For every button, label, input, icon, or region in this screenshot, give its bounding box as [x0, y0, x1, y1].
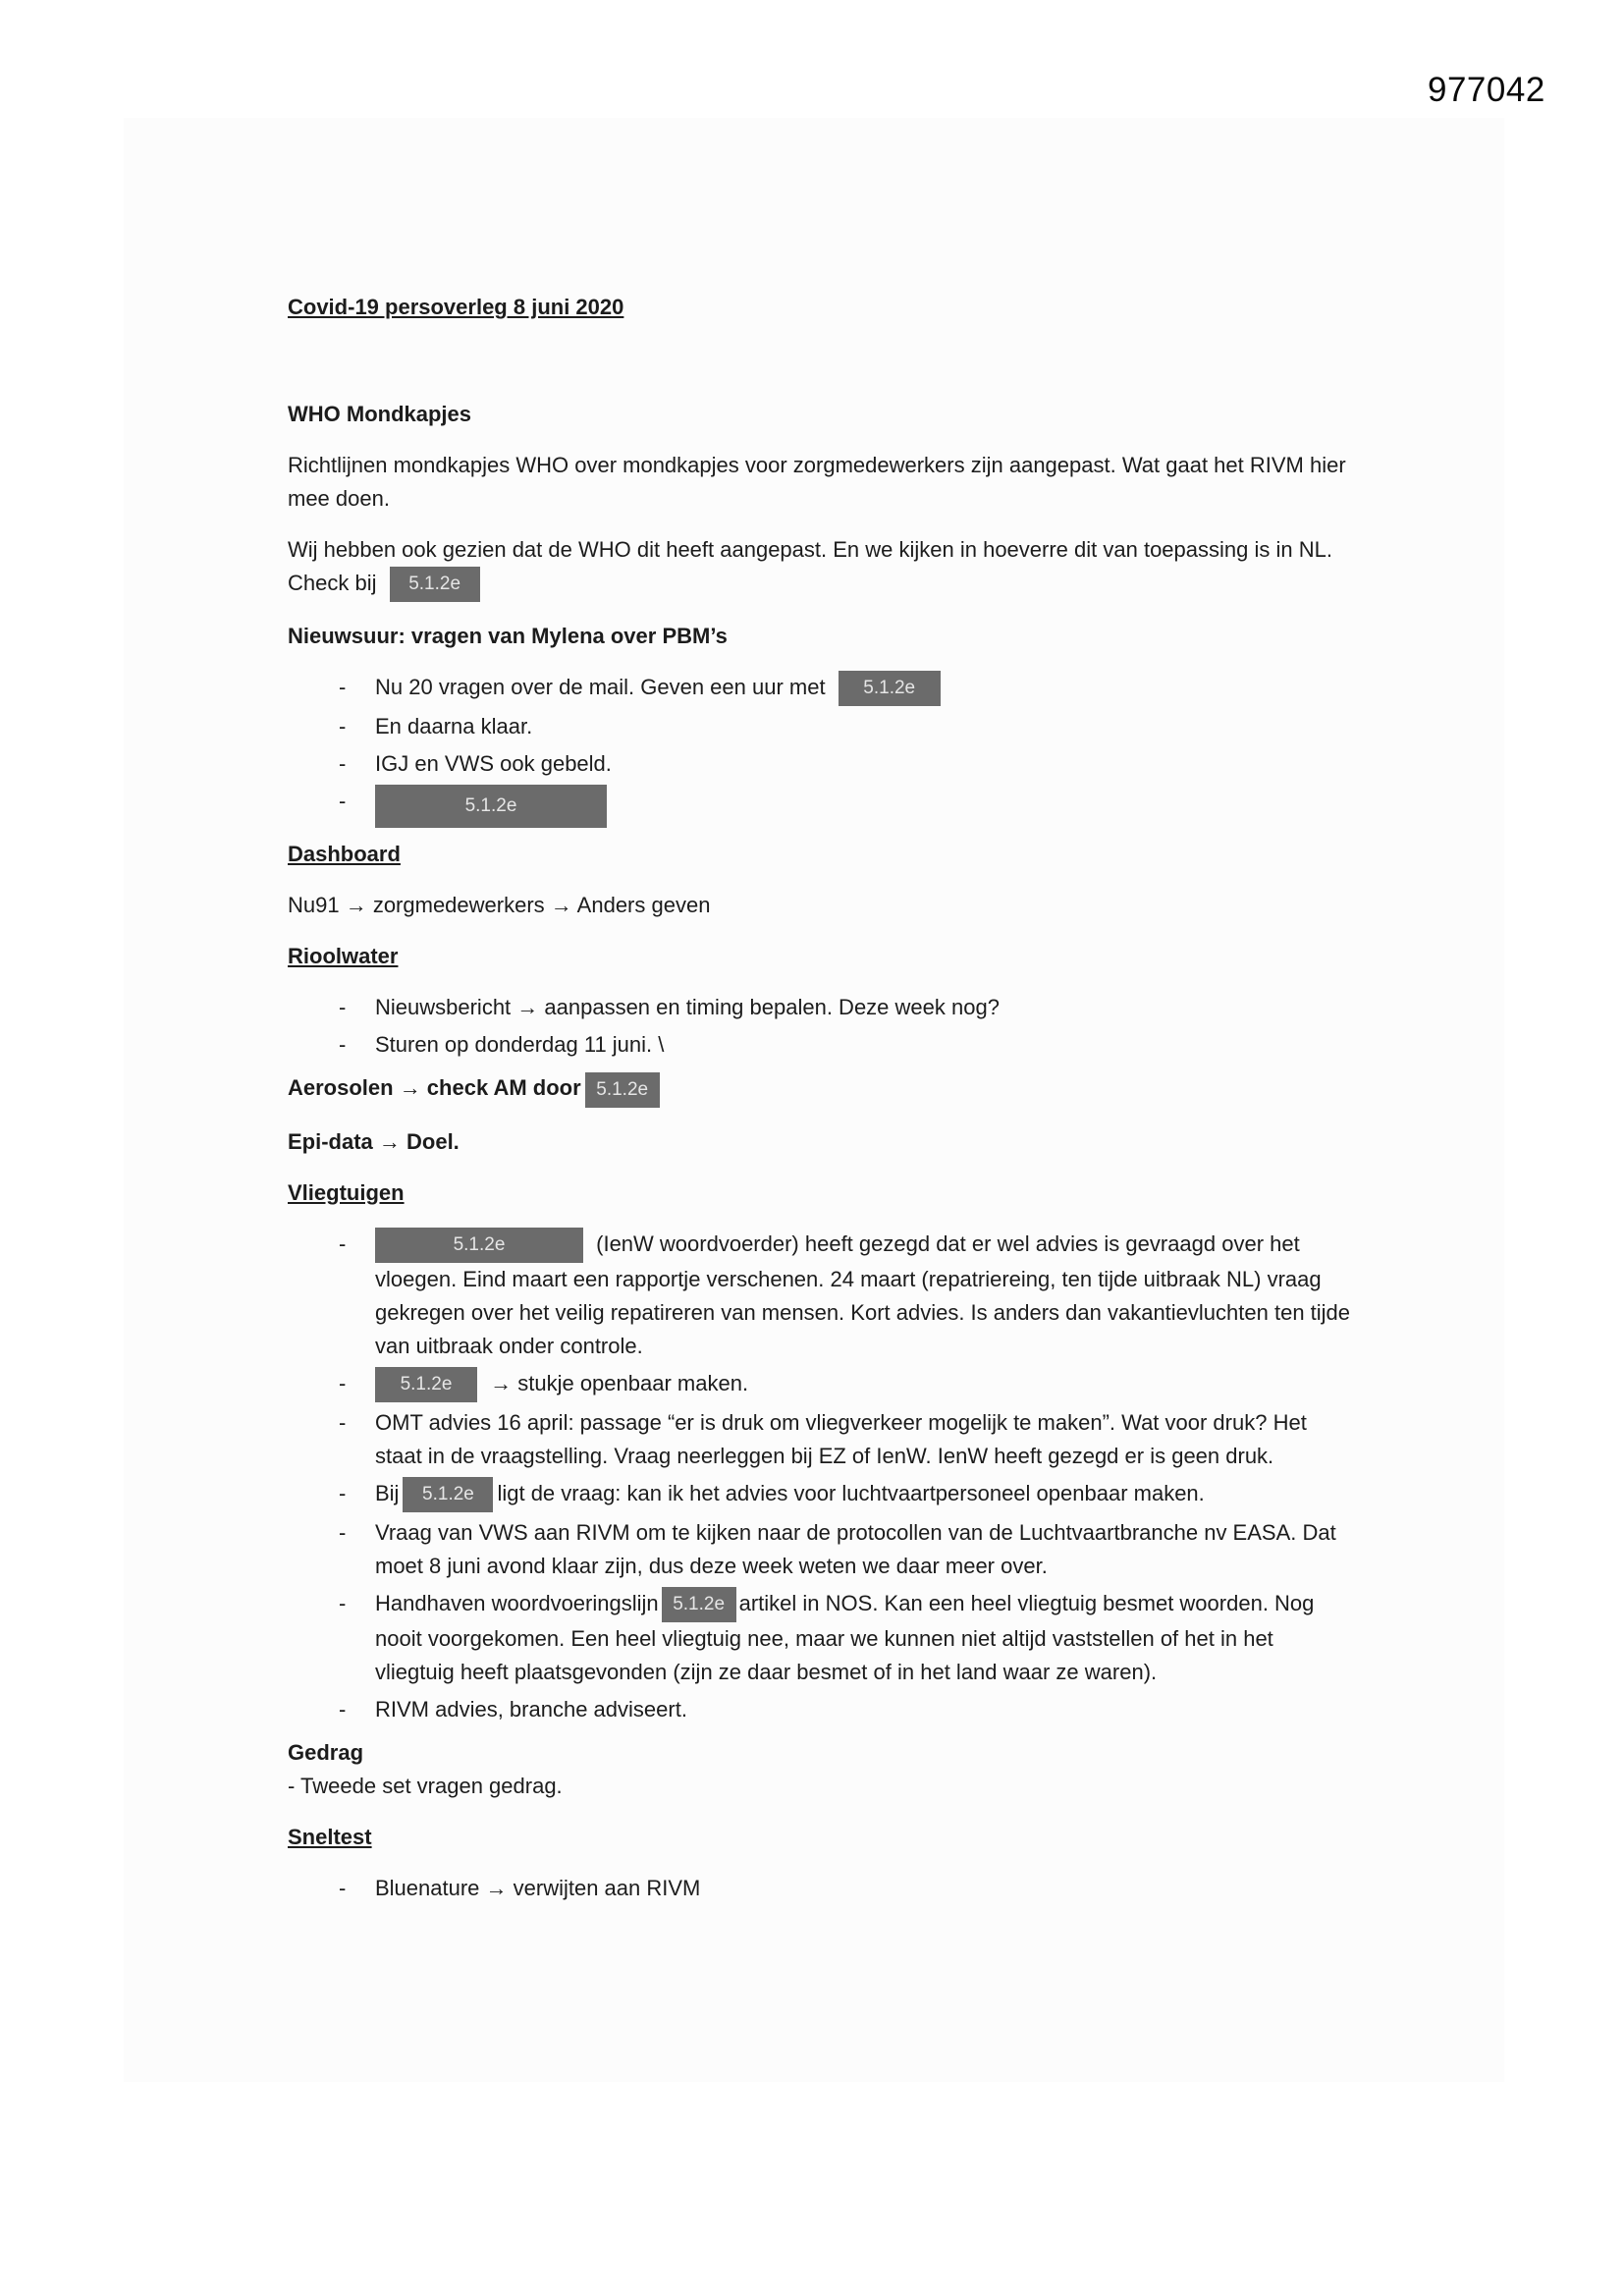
redaction-box [585, 1072, 660, 1108]
bullet-item [288, 1477, 1353, 1512]
document-content [288, 291, 1353, 1915]
bullet-text [375, 785, 1353, 828]
redaction-label: 5.1.2e [863, 678, 916, 699]
redaction-label: 5.1.2e [464, 795, 517, 817]
bullet-text: Sturen op donderdag 11 juni. \ [375, 1032, 665, 1058]
bullet-list-rioolwater [288, 991, 1353, 1062]
bullet-dash: - [339, 1876, 347, 1901]
heading-vliegtuigen: Vliegtuigen [288, 1179, 405, 1205]
redaction-label: 5.1.2e [673, 1594, 726, 1615]
paragraph-text: Wij hebben ook gezien dat de WHO dit heeft aangepast. En we kijken in hoeverre dit van toepassing is in NL. Check bij [288, 537, 1332, 595]
bullet-item [288, 991, 1353, 1024]
bullet-dash: - [339, 1230, 347, 1256]
bullet-text: Nu 20 vragen over de mail. Geven een uur met 5.1.2e [375, 671, 1353, 706]
bullet-dash: - [339, 714, 347, 739]
bullet-text: 5.1.2e → stukje openbaar maken. [375, 1367, 1353, 1402]
bullet-dash: - [339, 751, 347, 777]
paragraph-who-1: Richtlijnen mondkapjes WHO over mondkapjes voor zorgmedewerkers zijn aangepast. Wat gaat het RIVM hier mee doen. [288, 453, 1346, 511]
bullet-list-nieuwsuur [288, 671, 1353, 828]
paragraph-gedrag: - Tweede set vragen gedrag. [288, 1774, 563, 1799]
bullet-text: Bluenature → verwijten aan RIVM [375, 1876, 701, 1901]
heading-rioolwater: Rioolwater [288, 944, 399, 969]
bullet-text: 5.1.2e (IenW woordvoerder) heeft gezegd dat er wel advies is gevraagd over het vloegen. Eind maart een rapportje verschenen. 24 maart (repatriereing, ten tijde uitbraak NL) vraag gekregen over het veilig repatireren van mensen. Kort advies. Is anders dan vakantievluchten ten tijde van uitbraak onder controle. [375, 1228, 1353, 1363]
bullet-item [288, 785, 1353, 828]
bullet-text: Vraag van VWS aan RIVM om te kijken naar de protocollen van de Luchtvaartbranche nv EASA. Dat moet 8 juni avond klaar zijn, dus deze week weten we daar meer over. [375, 1520, 1336, 1579]
heading-who-mondkapjes: WHO Mondkapjes [288, 402, 472, 426]
redaction-label: 5.1.2e [408, 574, 461, 595]
bullet-dash: - [339, 1520, 347, 1546]
bullet-dash: - [339, 995, 347, 1020]
bullet-dash: - [339, 1480, 347, 1505]
bullet-dash: - [339, 789, 347, 814]
redaction-label: 5.1.2e [422, 1484, 474, 1505]
bullet-item [288, 671, 1353, 706]
redaction-box [375, 785, 607, 828]
bullet-dash: - [339, 1697, 347, 1722]
paragraph-dashboard: Nu91 → zorgmedewerkers → Anders geven [288, 893, 711, 918]
bullet-text: IGJ en VWS ook gebeld. [375, 751, 612, 777]
bullet-text: Bij 5.1.2e ligt de vraag: kan ik het advies voor luchtvaartpersoneel openbaar maken. [375, 1477, 1353, 1512]
bullet-dash: - [339, 1370, 347, 1395]
heading-dashboard: Dashboard [288, 842, 401, 867]
bullet-item [288, 1028, 1353, 1062]
redaction-box [390, 567, 480, 602]
paragraph-who-2 [288, 533, 1353, 602]
redaction-box [662, 1587, 736, 1622]
bullet-item [288, 1367, 1353, 1402]
redaction-box [375, 1228, 583, 1263]
bullet-text: En daarna klaar. [375, 714, 533, 739]
bullet-item [288, 1872, 1353, 1905]
redaction-label: 5.1.2e [453, 1233, 506, 1255]
bullet-item [288, 1516, 1353, 1583]
bullet-dash: - [339, 675, 347, 700]
bullet-dash: - [339, 1409, 347, 1435]
bullet-list-sneltest [288, 1872, 1353, 1905]
redaction-box [403, 1477, 493, 1512]
page-number: 977042 [1428, 71, 1545, 109]
bullet-text: OMT advies 16 april: passage “er is druk om vliegverkeer mogelijk te maken”. Wat voor druk? Het staat in de vraagstelling. Vraag neerleggen bij EZ of IenW. IenW heeft gezegd er is geen druk. [375, 1409, 1307, 1468]
bullet-item [288, 1693, 1353, 1726]
bullet-item [288, 1406, 1353, 1473]
heading-gedrag: Gedrag [288, 1740, 364, 1766]
bullet-item [288, 747, 1353, 781]
bullet-text: Nieuwsbericht → aanpassen en timing bepalen. Deze week nog? [375, 995, 1000, 1020]
redaction-label: 5.1.2e [596, 1078, 649, 1100]
bullet-item [288, 1228, 1353, 1363]
heading-epi-data: Epi-data → Doel. [288, 1128, 460, 1154]
bullet-dash: - [339, 1591, 347, 1616]
bullet-item [288, 1587, 1353, 1689]
bullet-dash: - [339, 1032, 347, 1058]
bullet-list-vliegtuigen [288, 1228, 1353, 1727]
heading-aerosolen: Aerosolen → check AM door 5.1.2e [288, 1071, 1353, 1107]
bullet-text: Handhaven woordvoeringslijn 5.1.2e artikel in NOS. Kan een heel vliegtuig besmet woorden. Nog nooit voorgekomen. Een heel vliegtuig nee, maar we kunnen niet altijd vaststellen of het in het vliegtuig heeft plaatsgevonden (zijn ze daar besmet of in het land waar ze waren). [375, 1587, 1353, 1689]
redaction-box [839, 671, 941, 706]
redaction-label: 5.1.2e [400, 1373, 453, 1394]
heading-nieuwsuur: Nieuwsuur: vragen van Mylena over PBM’s [288, 624, 728, 649]
redaction-box [375, 1367, 477, 1402]
bullet-item [288, 710, 1353, 743]
heading-sneltest: Sneltest [288, 1825, 372, 1850]
doc-title: Covid-19 persoverleg 8 juni 2020 [288, 295, 624, 319]
bullet-text: RIVM advies, branche adviseert. [375, 1697, 687, 1722]
